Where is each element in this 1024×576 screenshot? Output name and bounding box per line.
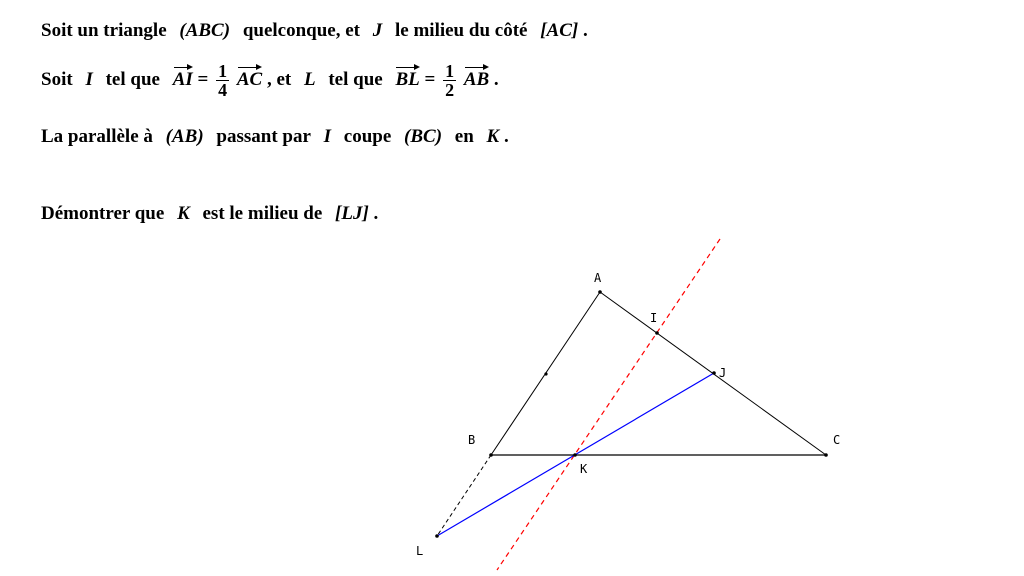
point-i: I bbox=[85, 68, 93, 90]
point-c bbox=[824, 453, 828, 457]
text: Démontrer que bbox=[41, 203, 165, 224]
midpoint-ab-mark bbox=[544, 372, 547, 375]
point-j: J bbox=[372, 20, 383, 41]
text: tel que bbox=[328, 68, 383, 90]
label-a: A bbox=[594, 271, 602, 285]
text: coupe bbox=[343, 126, 392, 147]
label-j: J bbox=[719, 366, 727, 380]
parallel-line-through-i bbox=[497, 239, 720, 570]
text: La parallèle à bbox=[41, 126, 153, 147]
equals: = bbox=[197, 68, 209, 90]
text: passant par bbox=[216, 126, 311, 147]
label-k: K bbox=[580, 462, 588, 476]
label-b: B bbox=[468, 433, 476, 447]
text: Soit bbox=[41, 68, 73, 90]
label-i: I bbox=[650, 311, 658, 325]
line-ab: (AB) bbox=[165, 126, 204, 147]
fraction-numerator: 1 bbox=[218, 61, 228, 81]
text: tel que bbox=[105, 68, 160, 90]
period: . bbox=[373, 203, 379, 224]
text: Soit un triangle bbox=[41, 20, 167, 41]
point-k: K bbox=[177, 203, 190, 224]
fraction-numerator: 1 bbox=[445, 61, 455, 81]
line-bc: (BC) bbox=[404, 126, 443, 147]
point-j bbox=[712, 371, 716, 375]
text: quelconque, et bbox=[242, 20, 360, 41]
text: en bbox=[454, 126, 474, 147]
text: le milieu du côté bbox=[395, 20, 528, 41]
label-c: C bbox=[833, 433, 841, 447]
label-l: L bbox=[416, 544, 424, 558]
point-b bbox=[489, 453, 493, 457]
point-i bbox=[655, 331, 659, 335]
equals: = bbox=[424, 68, 436, 90]
fraction-denominator: 4 bbox=[218, 80, 228, 100]
triangle-name: (ABC) bbox=[179, 20, 231, 41]
point-k: K bbox=[486, 126, 500, 147]
vector-ai: AI bbox=[173, 64, 193, 92]
point-a bbox=[598, 290, 602, 294]
point-i: I bbox=[323, 126, 332, 147]
point-l bbox=[435, 534, 439, 538]
text: est le milieu de bbox=[202, 203, 323, 224]
period: . bbox=[503, 126, 509, 147]
fraction-denominator: 2 bbox=[445, 80, 455, 100]
segment-ac: [AC] bbox=[540, 20, 579, 41]
vector-ab: AB bbox=[464, 64, 489, 92]
segment-lj: [LJ] bbox=[335, 203, 369, 224]
point-k bbox=[573, 453, 577, 457]
extension-bl bbox=[437, 455, 491, 536]
vector-bl: BL bbox=[395, 64, 419, 92]
vector-ac: AC bbox=[237, 64, 262, 92]
text: , et bbox=[266, 68, 292, 90]
period: . bbox=[493, 68, 499, 90]
period: . bbox=[582, 20, 588, 41]
point-l: L bbox=[303, 68, 316, 90]
